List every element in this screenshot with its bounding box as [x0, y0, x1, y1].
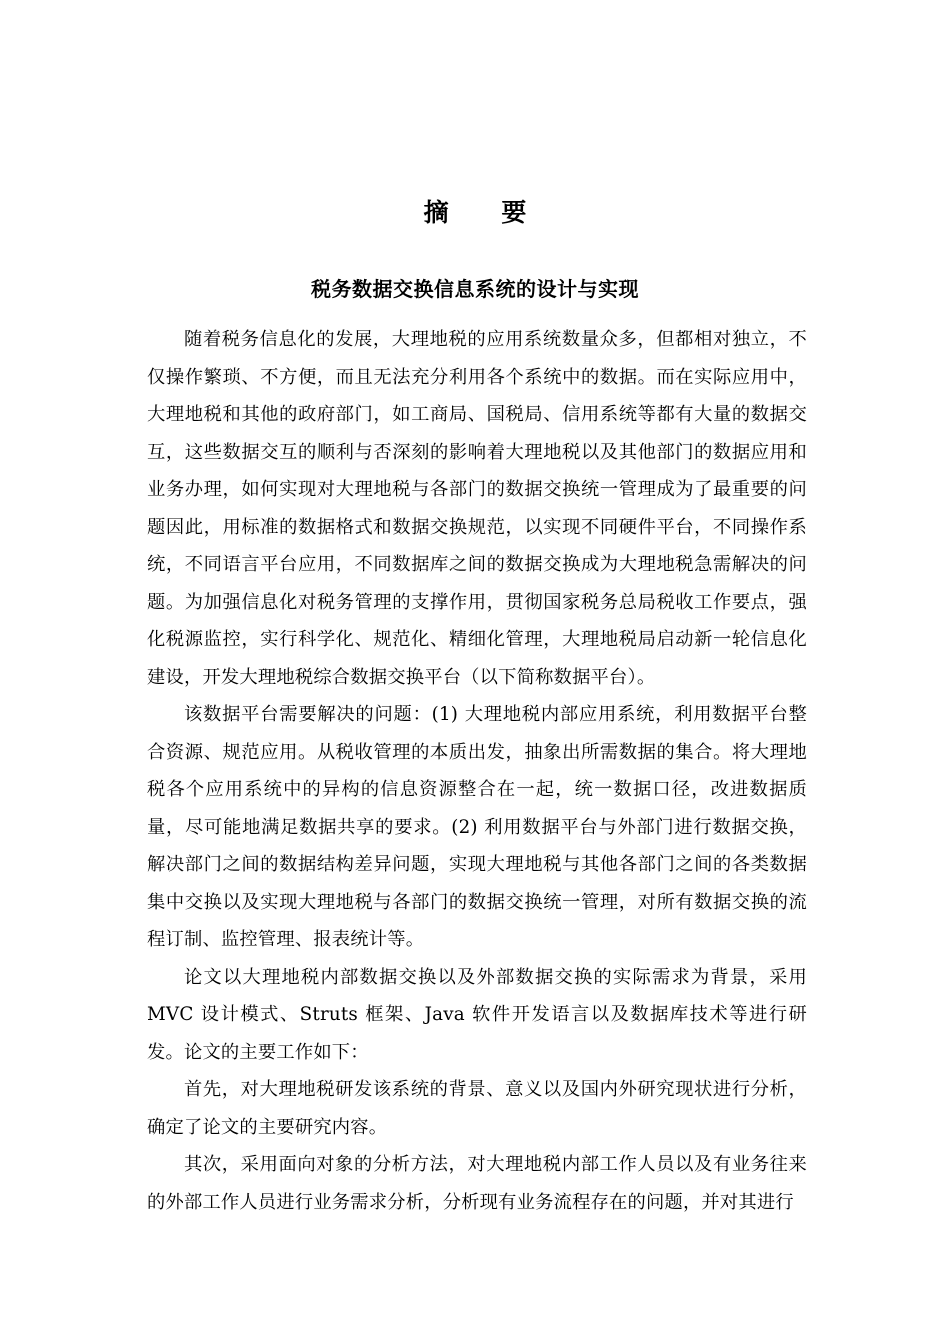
paragraph-approach: 论文以大理地税内部数据交换以及外部数据交换的实际需求为背景，采用MVC 设计模式、Struts 框架、Java 软件开发语言以及数据库技术等进行研发。论文的主要工作如下：	[147, 966, 807, 1063]
thesis-title: 税务数据交换信息系统的设计与实现	[311, 277, 639, 301]
paragraph-problems: 该数据平台需要解决的问题：(1) 大理地税内部应用系统，利用数据平台整合资源、规范应用。从税收管理的本质出发，抽象出所需数据的集合。将大理地税各个应用系统中的异构的信息资源整合在一起，统一数据口径，改进数据质量，尽可能地满足数据共享的要求。(2) 利用数据平台与外部门进行数据交换，解决部门之间的数据结构差异问题，实现大理地税与其他各部门之间的各类数据集中交换以及实现大理地税与各部门的数据交换统一管理，对所有数据交换的流程订制、监控管理、报表统计等。	[147, 704, 807, 950]
abstract-heading: 摘 要	[423, 198, 549, 227]
paragraph-first: 首先，对大理地税研发该系统的背景、意义以及国内外研究现状进行分析，确定了论文的主要研究内容。	[147, 1079, 807, 1138]
paragraph-background: 随着税务信息化的发展，大理地税的应用系统数量众多，但都相对独立，不仅操作繁琐、不方便，而且无法充分利用各个系统中的数据。而在实际应用中，大理地税和其他的政府部门，如工商局、国税局、信用系统等都有大量的数据交互，这些数据交互的顺利与否深刻的影响着大理地税以及其他部门的数据应用和业务办理，如何实现对大理地税与各部门的数据交换统一管理成为了最重要的问题因此，用标准的数据格式和数据交换规范，以实现不同硬件平台，不同操作系统，不同语言平台应用，不同数据库之间的数据交换成为大理地税急需解决的问题。为加强信息化对税务管理的支撑作用，贯彻国家税务总局税收工作要点，强化税源监控，实行科学化、规范化、精细化管理，大理地税局启动新一轮信息化建设，开发大理地税综合数据交换平台（以下简称数据平台）。	[147, 329, 807, 688]
abstract-body	[147, 321, 807, 1221]
paragraph-second: 其次，采用面向对象的分析方法，对大理地税内部工作人员以及有业务往来的外部工作人员进行业务需求分析，分析现有业务流程存在的问题，并对其进行	[147, 1154, 807, 1213]
